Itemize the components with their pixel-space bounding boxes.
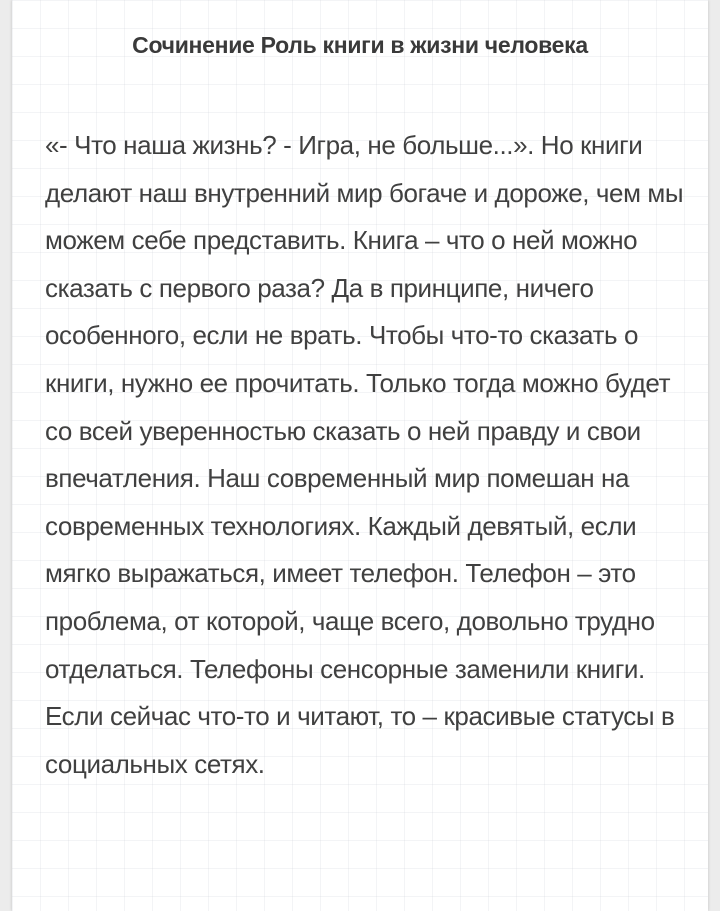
document-page [12, 0, 708, 911]
essay-paragraph: «- Что наша жизнь? - Игра, не больше...». Но книги делают наш внутренний мир богаче и дороже, чем мы можем себе представить. Книга – что о ней можно сказать с первого раза? Да в принципе, ничего особенного, если не врать. Чтобы что-то сказать о книги, нужно ее прочитать. Только тогда можно будет со всей уверенностью сказать о ней правду и свои впечатления. Наш современный мир помешан на современных технологиях. Каждый девятый, если мягко выражаться, имеет телефон. Телефон – это проблема, от которой, чаще всего, довольно трудно отделаться. Телефоны сенсорные заменили книги. Если сейчас что-то и читают, то – красивые статусы в социальных сетях. [45, 130, 684, 779]
document-title: Сочинение Роль книги в жизни человека [132, 32, 588, 58]
